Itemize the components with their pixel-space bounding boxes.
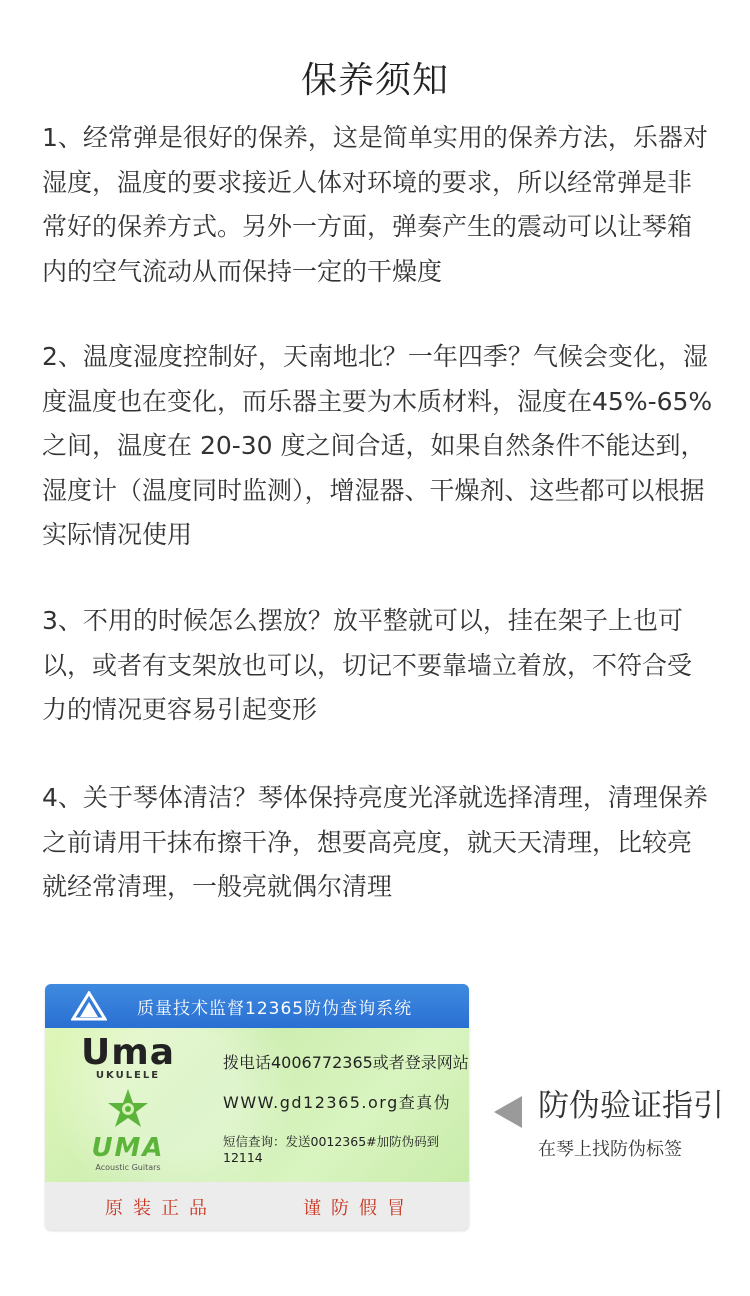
- brand-caption: Acoustic Guitars: [95, 1163, 161, 1172]
- mountain-logo-icon: [71, 991, 107, 1025]
- label-body: [45, 1028, 469, 1182]
- care-tip-3: 3、不用的时候怎么摆放？放平整就可以，挂在架子上也可以，或者有支架放也可以，切记不要靠墙立着放，不符合受力的情况更容易引起变形: [42, 606, 693, 724]
- brand-logo: [63, 1034, 193, 1180]
- beware-fakes-text: 谨防假冒: [303, 1198, 415, 1219]
- star-emblem-icon: [63, 1087, 193, 1135]
- label-header-text: 质量技术监督12365防伪查询系统: [137, 999, 413, 1019]
- care-tip-1: 1、经常弹是很好的保养，这是简单实用的保养方法，乐器对湿度，温度的要求接近人体对环境的要求，所以经常弹是非常好的保养方式。另外一方面，弹奏产生的震动可以让琴箱内的空气流动从而保持一定的干燥度: [42, 123, 708, 286]
- left-triangle-icon: [494, 1096, 522, 1128]
- label-footer: [45, 1182, 469, 1230]
- guide-subtitle: 在琴上找防伪标签: [538, 1139, 682, 1160]
- care-tip-2: 2、温度湿度控制好，天南地北？一年四季？气候会变化，湿度温度也在变化，而乐器主要为木质材料，湿度在45%-65% 之间，温度在 20-30 度之间合适，如果自然条件不能达到，湿度计（温度同时监测），增湿器、干燥剂、这些都可以根据实际情况使用: [42, 342, 713, 549]
- brand-wordmark-green: UMA: [91, 1133, 165, 1163]
- phone-instruction: 拨电话4006772365或者登录网站: [223, 1053, 469, 1072]
- genuine-text: 原装正品: [105, 1198, 217, 1219]
- guide-title: 防伪验证指引: [538, 1088, 724, 1124]
- brand-subtitle: UKULELE: [95, 1070, 161, 1081]
- label-header: [45, 984, 469, 1028]
- website-instruction: WWW.gd12365.org查真伪: [223, 1093, 452, 1112]
- anti-counterfeit-label: [45, 984, 469, 1230]
- page-title: 保养须知: [300, 60, 449, 101]
- care-tip-4: 4、关于琴体清洁？琴体保持亮度光泽就选择清理，清理保养之前请用干抹布擦干净，想要高亮度，就天天清理，比较亮就经常清理，一般亮就偶尔清理: [42, 783, 708, 901]
- sms-instruction: 短信查询：发送0012365#加防伪码到12114: [223, 1134, 440, 1165]
- brand-wordmark: Uma: [80, 1032, 176, 1073]
